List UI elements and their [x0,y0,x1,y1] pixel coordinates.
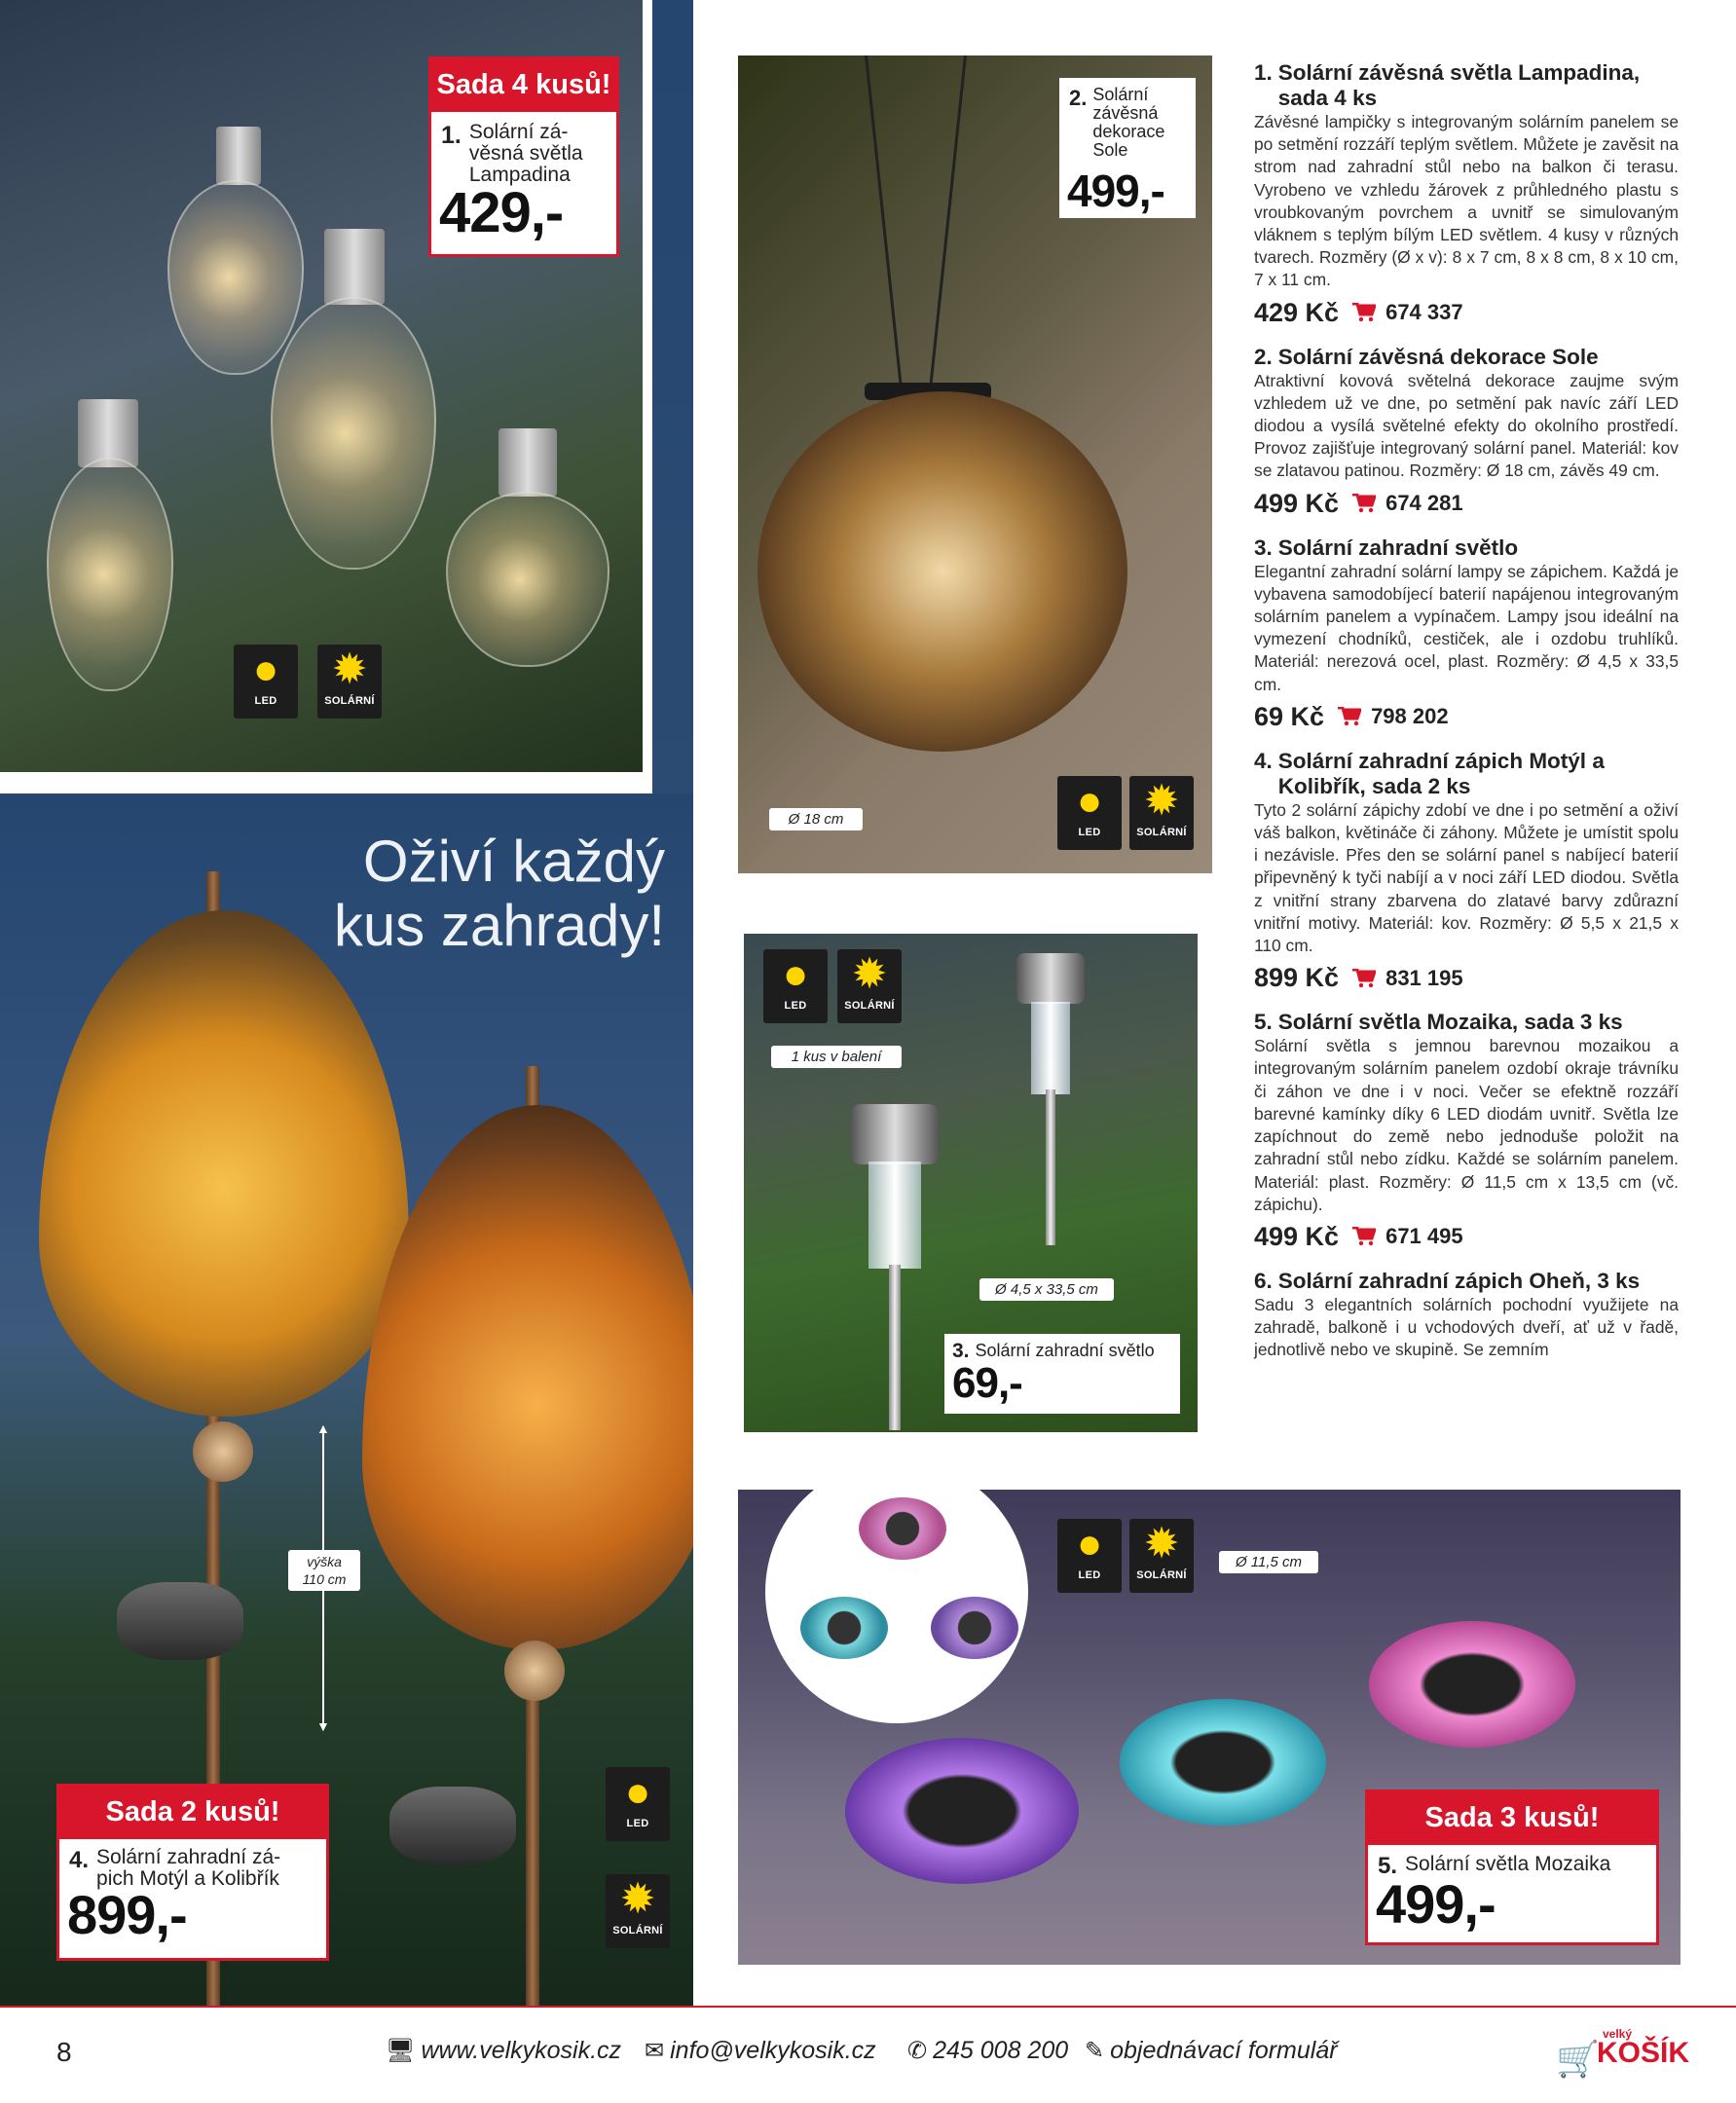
product-title-text: Solární světla Mozaika, sada 3 ks [1277,1010,1623,1035]
tag-name: Solární světla Mozaika [1405,1853,1611,1875]
led-icon: ● LED [606,1767,670,1841]
product-item-4 [1254,749,1679,993]
tag-header: Sada 2 kusů! [59,1787,326,1839]
product-price-row [1254,702,1679,732]
tag-name: Solární zahradní světlo [975,1341,1155,1360]
tag-price: 899,- [67,1884,187,1945]
tag-number: 5. [1378,1853,1398,1879]
price-tag-1 [428,56,619,257]
tag-number: 3. [952,1340,970,1362]
tag-number: 2. [1069,86,1088,110]
product-code[interactable] [1338,704,1449,729]
price-tag-2 [1059,78,1196,218]
product-code[interactable] [1352,300,1463,325]
logo-big-text: KOŠÍK [1597,2037,1690,2069]
slogan-line-1: Oživí každý [362,829,665,894]
product-description: Atraktivní kovová světelná dekorace zaujme svým vzhledem už ve dne, po setmění pak navíc září LED diodou a vysílá světelné efekty do okolního prostředí. Provoz zajišťuje integrovaný solární panel. Materiál: kov se zlatavou patinou. Rozměry: Ø 18 cm, závěs 49 cm. [1254,370,1679,481]
tag-price: 429,- [439,181,564,244]
logo-small-text: velký [1603,2027,1633,2041]
web-link-text: www.velkykosik.cz [421,2037,622,2064]
product-item-6 [1254,1269,1679,1362]
product-title-text: Solární zahradní zápich Motýl a Kolibřík, sada 2 ks [1277,748,1605,798]
product-price-row [1254,963,1679,993]
cart-icon [1338,707,1361,726]
tag-price: 69,- [952,1359,1022,1407]
product-item-3 [1254,535,1679,732]
cart-icon [1352,969,1376,988]
product-price-row [1254,489,1679,519]
product-number: 5. [1254,1010,1273,1035]
product-item-2 [1254,345,1679,519]
product-title [1254,535,1679,561]
envelope-icon: ✉ [645,2038,665,2064]
product-number: 6. [1254,1268,1273,1293]
product-description: Sadu 3 elegantních solárních pochodní využijete na zahradě, balkoně i u vchodových dveří, ať už v řadě, jednotlivě nebo ve skupině. Se zemním [1254,1294,1679,1360]
product-descriptions [1254,60,1679,1379]
tag-number: 1. [441,122,462,149]
product-code-text: 674 281 [1385,491,1463,516]
phone-link-text: 245 008 200 [933,2037,1069,2064]
price-tag-4 [56,1784,329,1961]
product-title [1254,345,1679,370]
product-item-5 [1254,1010,1679,1252]
footer [0,2006,1736,2103]
product-title [1254,1269,1679,1294]
product-code[interactable] [1352,491,1463,516]
product-number: 2. [1254,344,1273,369]
tag-name: Solární zahradní zá- pich Motýl a Kolibřík [96,1846,281,1890]
email-link[interactable] [645,2037,876,2065]
product-title-text: Solární zahradní zápich Oheň, 3 ks [1277,1268,1641,1293]
slogan-line-2: kus zahrady! [333,893,665,958]
product-code[interactable] [1352,966,1463,991]
solar-icon: ✹ SOLÁRNÍ [837,949,902,1023]
product-title [1254,60,1679,111]
dimension-label-size: Ø 4,5 x 33,5 cm [979,1278,1114,1301]
product-number: 3. [1254,535,1273,560]
product-price: 499 Kč [1254,1221,1340,1251]
cart-icon [1352,1227,1376,1246]
tag-price: 499,- [1376,1873,1496,1935]
tag-header: Sada 4 kusů! [431,59,616,112]
product-code-text: 798 202 [1371,704,1449,729]
web-link[interactable] [386,2037,621,2065]
product-item-1 [1254,60,1679,328]
product-number: 4. [1254,748,1273,773]
product-number: 1. [1254,60,1273,85]
product-description: Elegantní zahradní solární lampy se zápichem. Každá je vybavena samodobíjecí baterií napájenou integrovaným solárním panelem a vypínačem. Lampy jsou ideální na vymezení chodníků, cestiček, ale i ozdobu truhlíků. Materiál: nerezová ocel, plast. Rozměry: Ø 4,5 x 33,5 cm. [1254,561,1679,694]
product-description: Tyto 2 solární zápichy zdobí ve dne i po setmění a oživí váš balkon, květináče či záhony. Můžete je umístit spolu i nezávisle. Přes den se solární panel s nabíjecí baterií připevněný k tyči nabíjí a v noci září LED diodou. Světla z vnitřní strany zbarvena do zlatavé barvy zdůrazní vnitřní motivy. Materiál: kov. Rozměry: Ø 5,5 x 21,5 x 110 cm. [1254,799,1679,956]
product-code-text: 831 195 [1385,965,1463,990]
pencil-icon: ✎ [1085,2038,1105,2064]
product-price-row [1254,298,1679,328]
solar-icon: ✹ SOLÁRNÍ [606,1874,670,1948]
solar-icon: ✹ SOLÁRNÍ [317,645,382,719]
cart-icon [1352,494,1376,513]
dimension-label-pack: 1 kus v balení [771,1046,902,1068]
monitor-icon: 🖥 [386,2038,416,2064]
tag-name: Solární závěsná dekorace Sole [1092,85,1165,160]
led-icon: ● LED [234,645,298,719]
product-price-row [1254,1222,1679,1252]
product-title [1254,749,1679,799]
product-code-text: 671 495 [1385,1224,1463,1249]
product-title-text: Solární závěsná dekorace Sole [1277,344,1599,369]
product-price: 499 Kč [1254,488,1340,518]
led-icon: ● LED [763,949,828,1023]
product-price: 899 Kč [1254,963,1340,993]
photo-motyl-kolibrik: ▲ ▼ ● LED ✹ SOLÁRNÍ [0,793,693,2006]
led-icon: ● LED [1057,1519,1122,1593]
order-form-link[interactable] [1085,2037,1338,2065]
price-tag-5 [1365,1789,1659,1945]
product-title [1254,1010,1679,1035]
solar-icon: ✹ SOLÁRNÍ [1129,776,1194,850]
slogan [310,830,665,958]
email-link-text: info@velkykosik.cz [670,2037,876,2064]
dimension-label-height: výška 110 cm [288,1550,360,1591]
product-description: Solární světla s jemnou barevnou mozaikou a integrovaným solárním panelem ozdobí okraje trávníku či záhon ve dne i v noci. Večer se efektně rozzáří barevné kamínky díky 6 LED diodám uvnitř. Světla lze zapíchnout do země nebo jednoduše položit na zahradní stůl nebo zídku. Každé se solárním panelem. Materiál: plast. Rozměry: Ø 11,5 cm x 13,5 cm (vč. zápichu). [1254,1036,1679,1214]
basket-icon: 🛒 [1556,2039,1600,2079]
page-number: 8 [56,2037,72,2067]
product-code[interactable] [1352,1224,1463,1249]
dimension-label-diameter: Ø 18 cm [769,808,863,830]
dimension-label-mosaic: Ø 11,5 cm [1219,1551,1318,1573]
tag-name: Solární zá- věsná světla Lampadina [468,121,583,186]
product-code-text: 674 337 [1385,300,1463,325]
tag-price: 499,- [1067,166,1164,216]
product-price: 429 Kč [1254,297,1340,327]
velky-kosik-logo[interactable] [1548,2025,1690,2080]
led-icon: ● LED [1057,776,1122,850]
order-form-link-text: objednávací formulář [1110,2037,1338,2064]
phone-link[interactable] [907,2037,1068,2065]
product-title-text: Solární zahradní světlo [1277,535,1519,560]
product-description: Závěsné lampičky s integrovaným solárním panelem se po setmění rozzáří teplým světlem. Můžete je zavěsit na strom nad zahradní stůl nebo na balkon či terasu. Vyrobeno ve vzhledu žárovek z průhledného plastu s vroubkovaným povrchem a uvnitř se simulovaným vláknem s teplým bílým LED světlem. 4 kusy v různých tvarech. Rozměry (Ø x v): 8 x 7 cm, 8 x 8 cm, 8 x 10 cm, 7 x 11 cm. [1254,112,1679,290]
phone-icon: ✆ [907,2038,928,2064]
product-title-text: Solární závěsná světla Lampadina, sada 4 ks [1277,60,1641,110]
tag-number: 4. [69,1847,90,1873]
background-strip [652,0,693,793]
product-price: 69 Kč [1254,701,1325,731]
tag-header: Sada 3 kusů! [1368,1792,1656,1845]
price-tag-3 [944,1334,1180,1414]
cart-icon [1352,303,1376,322]
solar-icon: ✹ SOLÁRNÍ [1129,1519,1194,1593]
